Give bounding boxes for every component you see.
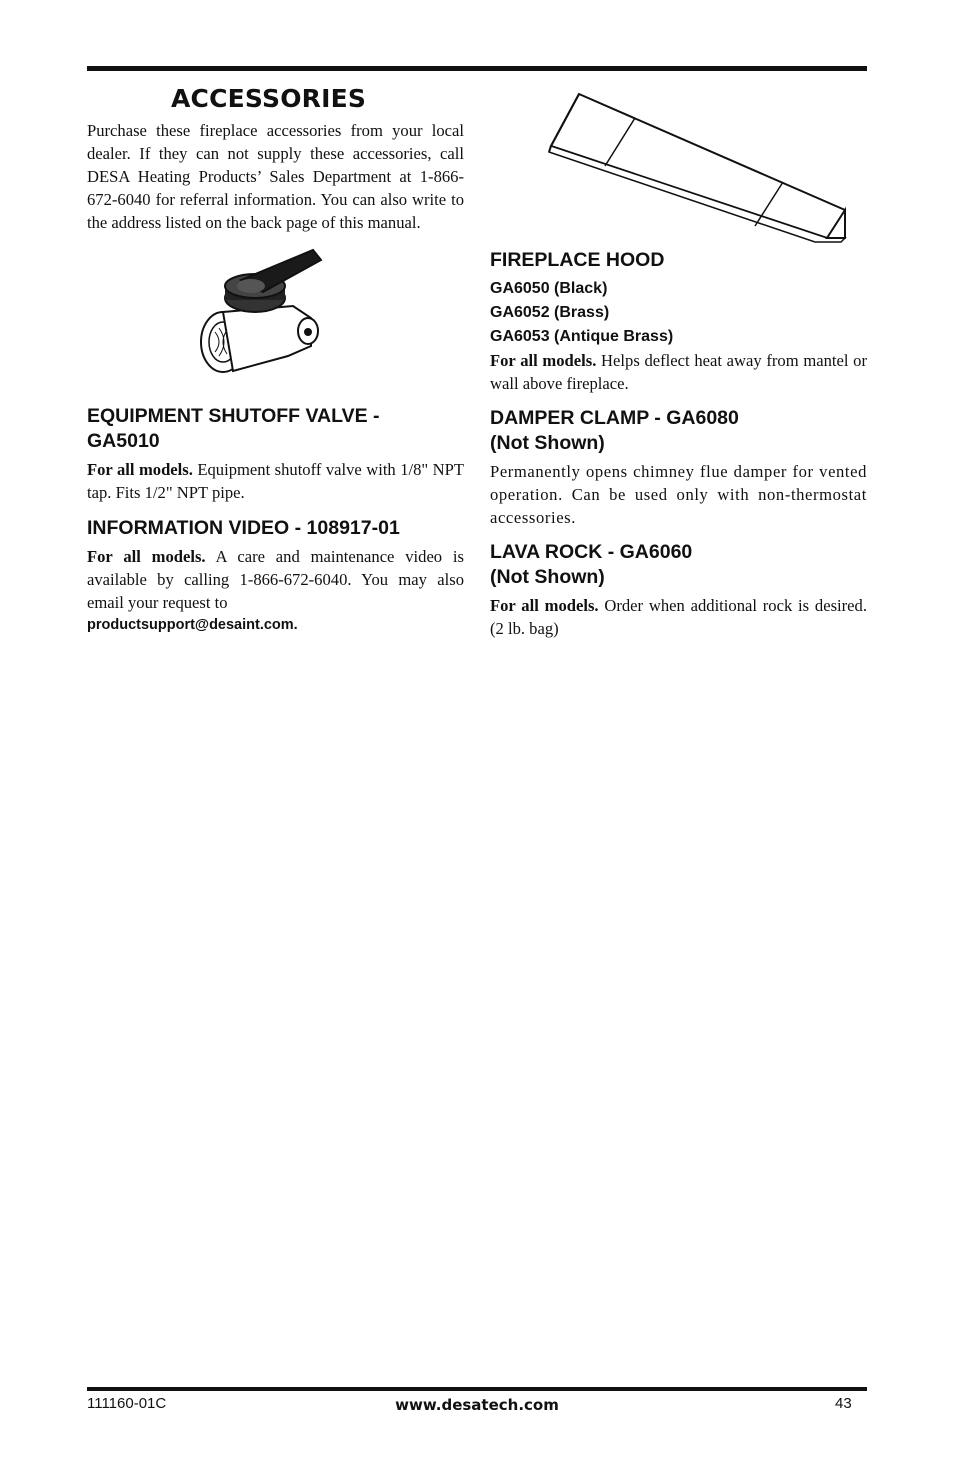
page-title: ACCESSORIES <box>171 84 367 113</box>
lava-heading <box>490 540 867 590</box>
lava-heading-line2: (Not Shown) <box>490 566 605 588</box>
valve-heading-line1: EQUIPMENT SHUTOFF VALVE - <box>87 405 380 427</box>
hood-model-antique-brass: GA6053 (Antique Brass) <box>490 328 674 345</box>
top-rule <box>87 66 867 71</box>
lava-description <box>490 594 867 640</box>
damper-heading-line1: DAMPER CLAMP - GA6080 <box>490 407 739 429</box>
video-body: A care and maintenance video is available by calling 1-866-672-6040. You may also email your request to <box>87 547 464 612</box>
hood-heading: FIREPLACE HOOD <box>490 249 665 271</box>
damper-heading <box>490 406 867 456</box>
hood-lead: For all models. <box>490 351 597 370</box>
damper-description: Permanently opens chimney flue damper for vented operation. Can be used only with non-thermostat accessories. <box>490 462 867 527</box>
bottom-rule <box>87 1387 867 1391</box>
valve-description <box>87 458 464 504</box>
hood-body: Helps deflect heat away from mantel or wall above fireplace. <box>490 351 867 393</box>
lava-heading-line1: LAVA ROCK - GA6060 <box>490 541 693 563</box>
page-number: 43 <box>835 1395 852 1412</box>
shutoff-valve-illustration <box>193 246 333 386</box>
video-heading: INFORMATION VIDEO - 108917-01 <box>87 517 400 539</box>
valve-heading-line2: GA5010 <box>87 430 160 452</box>
video-lead: For all models. <box>87 547 206 566</box>
valve-heading <box>87 404 464 454</box>
intro-paragraph: Purchase these fireplace accessories from your local dealer. If they can not supply these accessories, call DESA Heating Products’ Sales Department at 1-866-672-6040 for referral information. You can also write to the address listed on the back page of this manual. <box>87 121 464 232</box>
hood-model-brass: GA6052 (Brass) <box>490 304 610 321</box>
hood-model-black: GA6050 (Black) <box>490 280 608 297</box>
damper-heading-line2: (Not Shown) <box>490 432 605 454</box>
document-number: 111160-01C <box>87 1395 167 1412</box>
lava-body: Order when additional rock is desired. (2 lb. bag) <box>490 596 867 638</box>
valve-lead: For all models. <box>87 460 193 479</box>
website-link[interactable]: www.desatech.com <box>395 1396 559 1414</box>
support-email-link[interactable]: productsupport@desaint.com. <box>87 617 298 633</box>
right-column <box>490 80 867 640</box>
lava-lead: For all models. <box>490 596 599 615</box>
fireplace-hood-illustration <box>545 86 855 246</box>
hood-description <box>490 349 867 395</box>
valve-body: Equipment shutoff valve with 1/8" NPT tap. Fits 1/2" NPT pipe. <box>87 460 464 502</box>
left-column <box>87 80 464 636</box>
video-description <box>87 545 464 614</box>
